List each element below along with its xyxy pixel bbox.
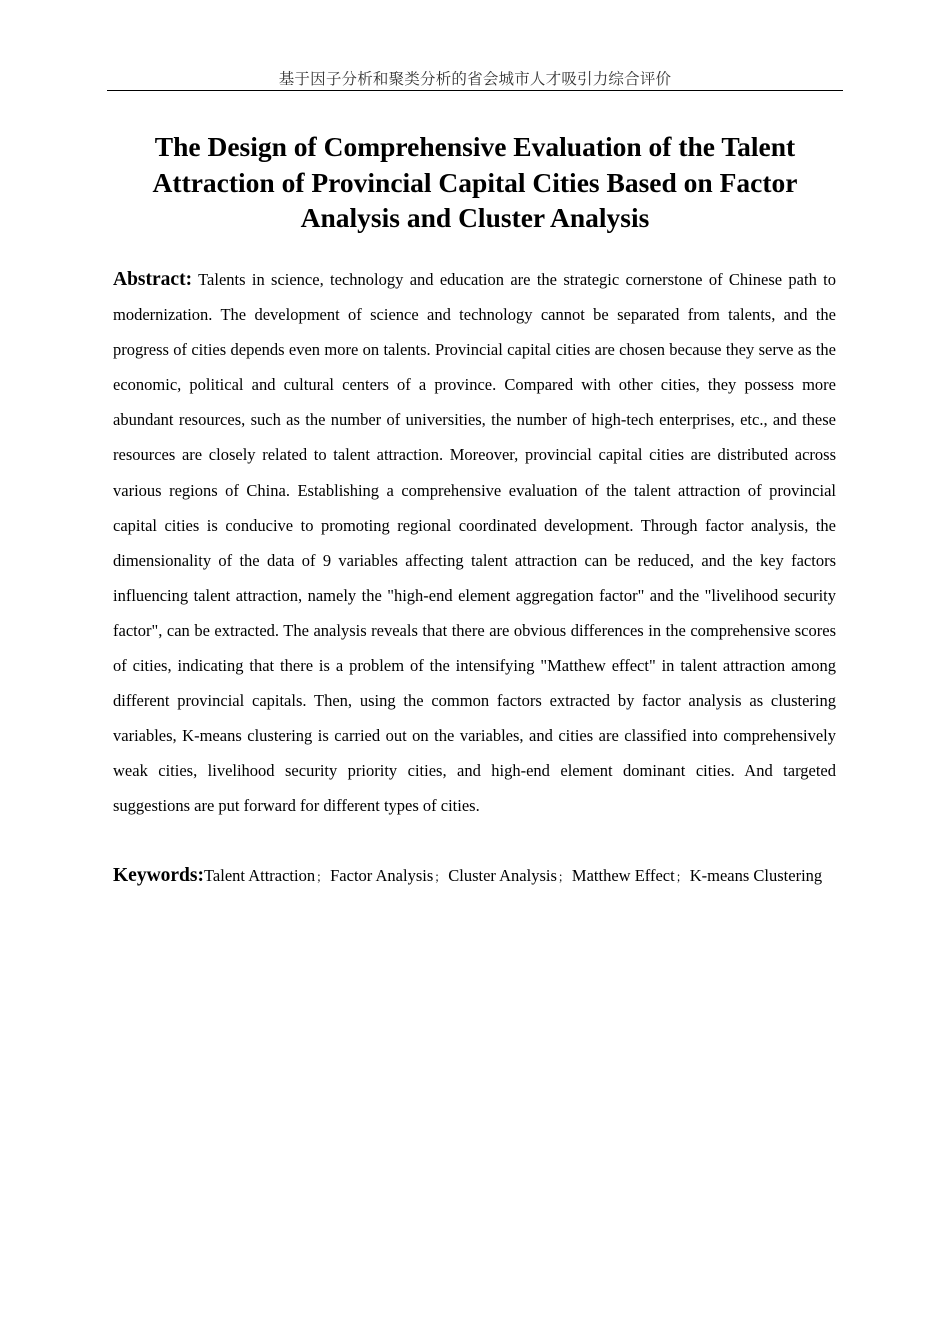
header-divider	[107, 90, 843, 91]
keywords-line	[113, 860, 836, 893]
abstract-paragraph	[113, 262, 836, 824]
keyword-separator: ；	[434, 870, 447, 884]
keyword-item: Factor Analysis	[330, 866, 434, 885]
keyword-item: Cluster Analysis	[448, 866, 557, 885]
abstract-label: Abstract:	[113, 269, 193, 290]
keyword-item: K-means Clustering	[689, 866, 823, 885]
keywords-label: Keywords:	[113, 865, 204, 886]
paper-title: The Design of Comprehensive Evaluation of the Talent Attraction of Provincial Capital Cities Based on Factor Analysis and Cluster Analysis	[152, 131, 798, 233]
keyword-item: Matthew Effect	[571, 866, 675, 885]
keyword-separator: ；	[675, 870, 688, 884]
keyword-item: Talent Attraction	[204, 866, 316, 885]
running-header-title: 基于因子分析和聚类分析的省会城市人才吸引力综合评价	[278, 70, 672, 88]
keyword-separator: ；	[557, 870, 570, 884]
keyword-separator: ；	[316, 870, 329, 884]
abstract-text: Talents in science, technology and education are the strategic cornerstone of Chinese path to modernization. The development of science and technology cannot be separated from talents, and the progress of cities depends even more on talents. Provincial capital cities are chosen because they serve as the economic, political and cultural centers of a province. Compared with other cities, they possess more abundant resources, such as the number of universities, the number of high-tech enterprises, etc., and these resources are closely related to talent attraction. Moreover, provincial capital cities are distributed across various regions of China. Establishing a comprehensive evaluation of the talent attraction of provincial capital cities is conducive to promoting regional coordinated development. Through factor analysis, the dimensionality of the data of 9 variables affecting talent attraction can be reduced, and the key factors influencing talent attraction, namely the "high-end element aggregation factor" and the "livelihood security factor", can be extracted. The analysis reveals that there are obvious differences in the comprehensive scores of cities, indicating that there is a problem of the intensifying "Matthew effect" in talent attraction among different provincial capitals. Then, using the common factors extracted by factor analysis as clustering variables, K-means clustering is carried out on the variables, and cities are classified into comprehensively weak cities, livelihood security priority cities, and high-end element dominant cities. And targeted suggestions are put forward for different types of cities.	[113, 270, 837, 816]
